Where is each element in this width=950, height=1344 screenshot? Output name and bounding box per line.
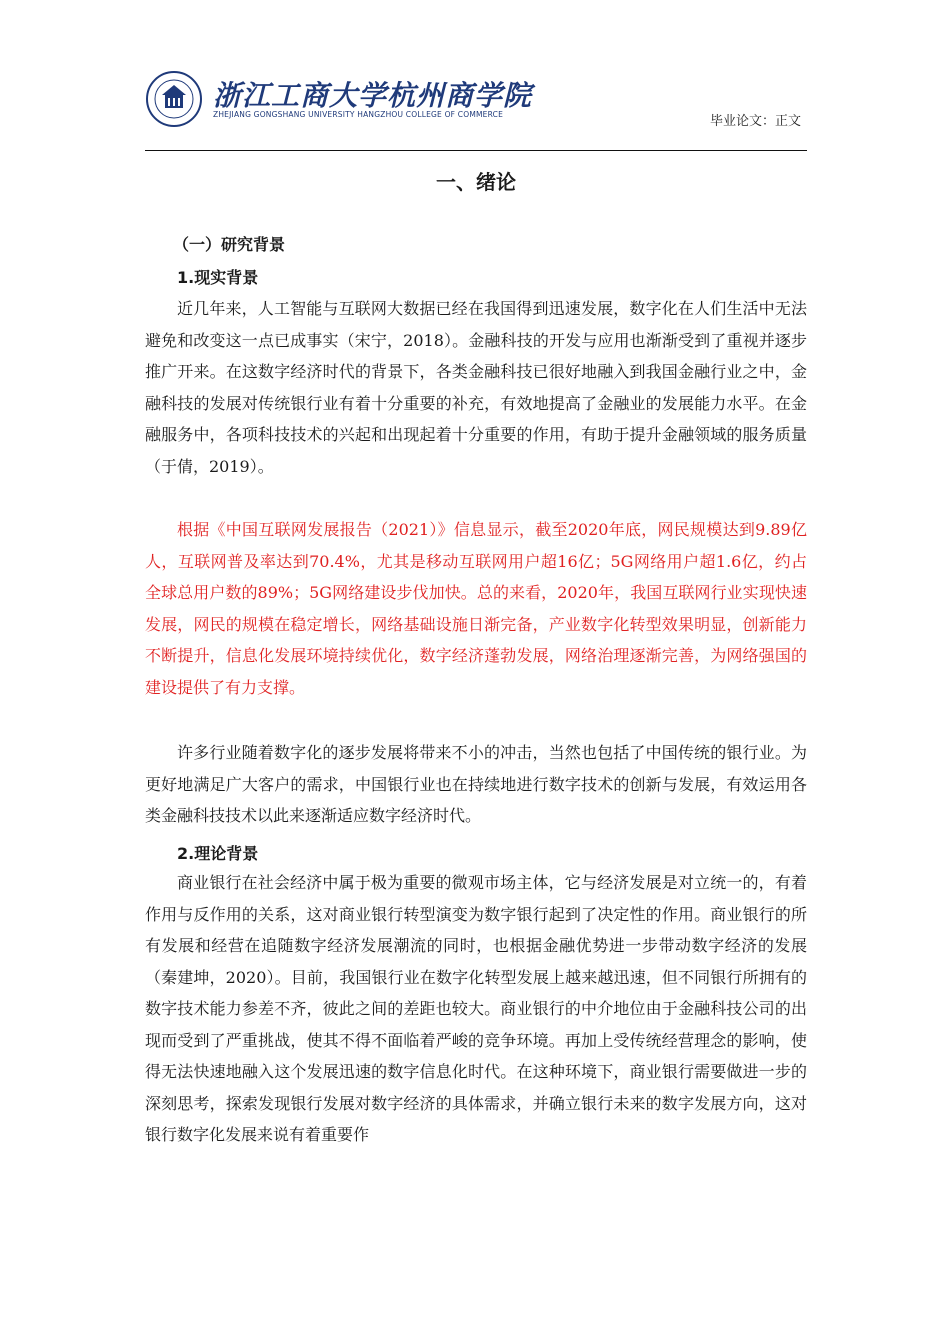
paragraph-4: 商业银行在社会经济中属于极为重要的微观市场主体，它与经济发展是对立统一的，有着作用与反作用的关系，这对商业银行转型演变为数字银行起到了决定性的作用。商业银行的所有发展和经营在追随数字经济发展潮流的同时，也根据金融优势进一步带动数字经济的发展（秦建坤，2020）。目前，我国银行业在数字化转型发展上越来越迅速，但不同银行所拥有的数字技术能力参差不齐，彼此之间的差距也较大。商业银行的中介地位由于金融科技公司的出现而受到了严重挑战，使其不得不面临着严峻的竞争环境。再加上受传统经营理念的影响，使得无法快速地融入这个发展迅速的数字信息化时代。在这种环境下，商业银行需要做进一步的深刻思考，探索发现银行发展对数字经济的具体需求，并确立银行未来的数字发展方向，这对银行数字化发展来说有着重要作 — [145, 873, 807, 1144]
chapter-title: 一、绪论 — [436, 170, 516, 194]
header-divider — [145, 150, 807, 151]
paragraph-2-highlighted: 根据《中国互联网发展报告（2021）》信息显示，截至2020年底，网民规模达到9.89亿人，互联网普及率达到70.4%，尤其是移动互联网用户超16亿；5G网络用户超1.6亿，约占全球总用户数的89%；5G网络建设步伐加快。总的来看，2020年，我国互联网行业实现快速发展，网民的规模在稳定增长，网络基础设施日渐完备，产业数字化转型效果明显，创新能力不断提升，信息化发展环境持续优化，数字经济蓬勃发展，网络治理逐渐完善，为网络强国的建设提供了有力支撑。 — [145, 520, 807, 697]
header-section-label: 毕业论文：正文 — [709, 114, 801, 129]
section-heading: （一）研究背景 — [173, 235, 286, 254]
subsection-heading-1: 1.现实背景 — [177, 268, 259, 287]
university-seal-icon — [145, 70, 203, 128]
subsection-heading-2: 2.理论背景 — [177, 844, 259, 863]
university-logo-text: 浙江工商大学杭州商学院 — [213, 79, 533, 112]
university-logo-english: ZHEJIANG GONGSHANG UNIVERSITY HANGZHOU COLLEGE OF COMMERCE — [213, 110, 504, 119]
paragraph-3: 许多行业随着数字化的逐步发展将带来不小的冲击，当然也包括了中国传统的银行业。为更好地满足广大客户的需求，中国银行业也在持续地进行数字技术的创新与发展，有效运用各类金融科技技术以此来逐渐适应数字经济时代。 — [145, 743, 807, 825]
page-header — [145, 64, 807, 154]
paragraph-1: 近几年来，人工智能与互联网大数据已经在我国得到迅速发展，数字化在人们生活中无法避免和改变这一点已成事实（宋宁，2018）。金融科技的开发与应用也渐渐受到了重视并逐步推广开来。在这数字经济时代的背景下，各类金融科技已很好地融入到我国金融行业之中，金融科技的发展对传统银行业有着十分重要的补充，有效地提高了金融业的发展能力水平。在金融服务中，各项科技技术的兴起和出现起着十分重要的作用，有助于提升金融领域的服务质量（于倩，2019）。 — [145, 299, 807, 476]
